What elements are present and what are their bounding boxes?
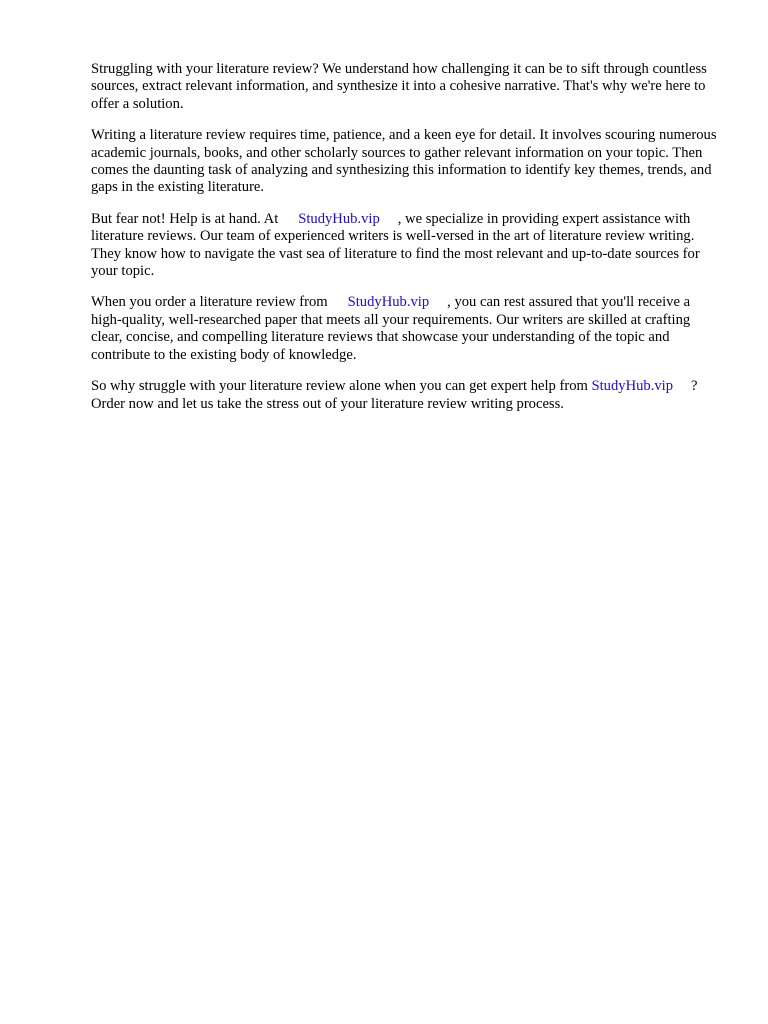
paragraph-closing-text-before: So why struggle with your literature review alone when you can get expert help from [91, 378, 588, 395]
paragraph-intro-text: Struggling with your literature review? We understand how challenging it can be to sift through countless sources, extract relevant information, and synthesize it into a cohesive narrative. That's why we're here to offer a solution. [91, 61, 707, 112]
document-body [91, 61, 723, 427]
paragraph-help-text-before: But fear not! Help is at hand. At [91, 210, 279, 227]
paragraph-help [91, 211, 723, 281]
studyhub-link-1[interactable]: StudyHub.vip [298, 210, 380, 227]
studyhub-link-2[interactable]: StudyHub.vip [347, 294, 430, 311]
paragraph-requirements-text: Writing a literature review requires time, patience, and a keen eye for detail. It involves scouring numerous academic journals, books, and other scholarly sources to gather relevant information on your topic. Then comes the daunting task of analyzing and synthesizing this information to identify key themes, trends, and gaps in the existing literature. [91, 127, 717, 196]
paragraph-order [91, 294, 723, 364]
paragraph-closing [91, 378, 723, 413]
paragraph-requirements [91, 127, 723, 197]
paragraph-help-text-after: , we specialize in providing expert assistance with literature reviews. Our team of experienced writers is well-versed in the art of literature review writing. They know how to navigate the vast sea of literature to find the most relevant and up-to-date sources for your topic. [91, 210, 700, 280]
paragraph-closing-text-after: ? Order now and let us take the stress out of your literature review writing process. [91, 378, 698, 412]
studyhub-link-3[interactable]: StudyHub.vip [591, 378, 674, 395]
paragraph-order-text-after: , you can rest assured that you'll receive a high-quality, well-researched paper that meets all your requirements. Our writers are skilled at crafting clear, concise, and compelling literature reviews that showcase your understanding of the topic and contribute to the existing body of knowledge. [91, 294, 691, 363]
paragraph-intro [91, 61, 723, 113]
paragraph-order-text-before: When you order a literature review from [91, 294, 328, 311]
